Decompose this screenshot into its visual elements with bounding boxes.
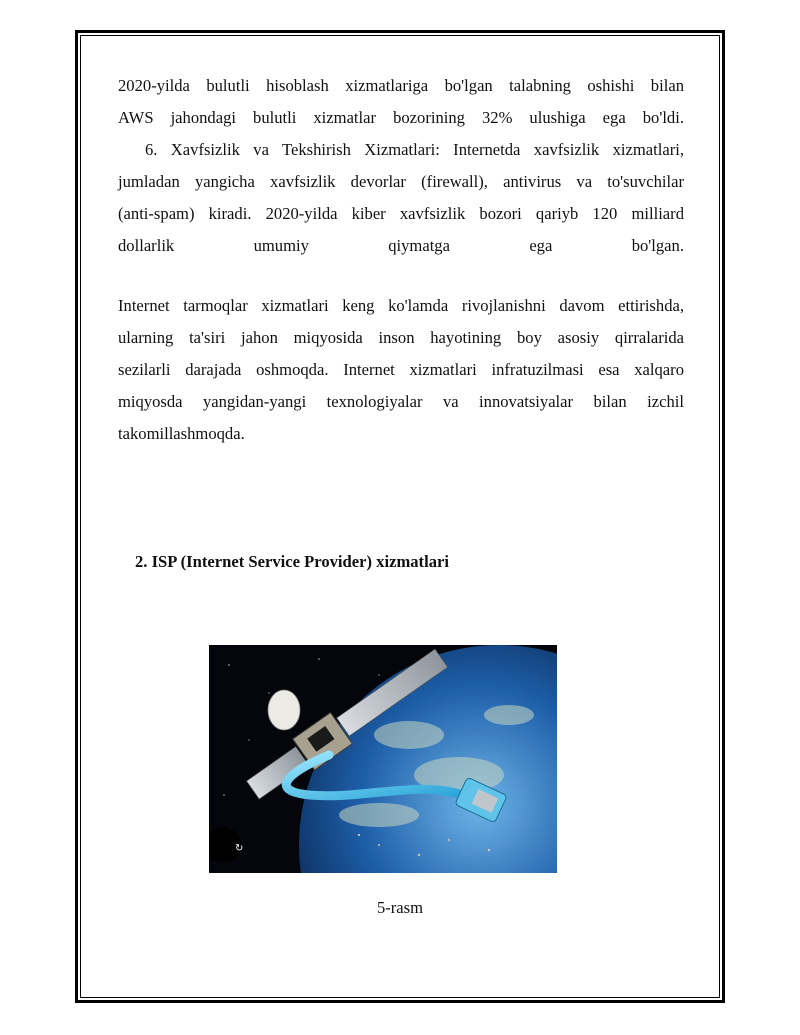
satellite-earth-cable-illustration [209,645,557,873]
text-line: dollarlik umumiy qiymatga ega bo'lgan. [118,236,684,255]
text-line: jumladan yangicha xavfsizlik devorlar (firewall), antivirus va to'suvchilar [118,172,684,191]
text-line: Internet tarmoqlar xizmatlari keng ko'lamda rivojlanishni davom ettirishda, [118,296,684,315]
text-line: miqyosda yangidan-yangi texnologiyalar va innovatsiyalar bilan izchil [118,392,684,411]
section-heading: 2. ISP (Internet Service Provider) xizmatlari [135,552,449,571]
svg-text:↻: ↻ [235,843,244,854]
text-line: ularning ta'siri jahon miqyosida inson hayotining boy asosiy qirralarida [118,328,684,347]
paragraph-aws [118,70,684,262]
text-line: 2020-yilda bulutli hisoblash xizmatlariga bo'lgan talabning oshishi bilan [118,76,684,95]
text-line: sezilarli darajada oshmoqda. Internet xizmatlari infratuzilmasi esa xalqaro [118,360,684,379]
text-line: AWS jahondagi bulutli xizmatlar bozorining 32% ulushiga ega bo'ldi. [118,108,684,127]
text-line: (anti-spam) kiradi. 2020-yilda kiber xavfsizlik bozori qariyb 120 milliard [118,204,684,223]
text-line: 6. Xavfsizlik va Tekshirish Xizmatlari: Internetda xavfsizlik xizmatlari, [145,140,684,159]
text-line: takomillashmoqda. [118,424,245,443]
figure-caption: 5-rasm [376,898,424,917]
paragraph-summary [118,290,684,450]
